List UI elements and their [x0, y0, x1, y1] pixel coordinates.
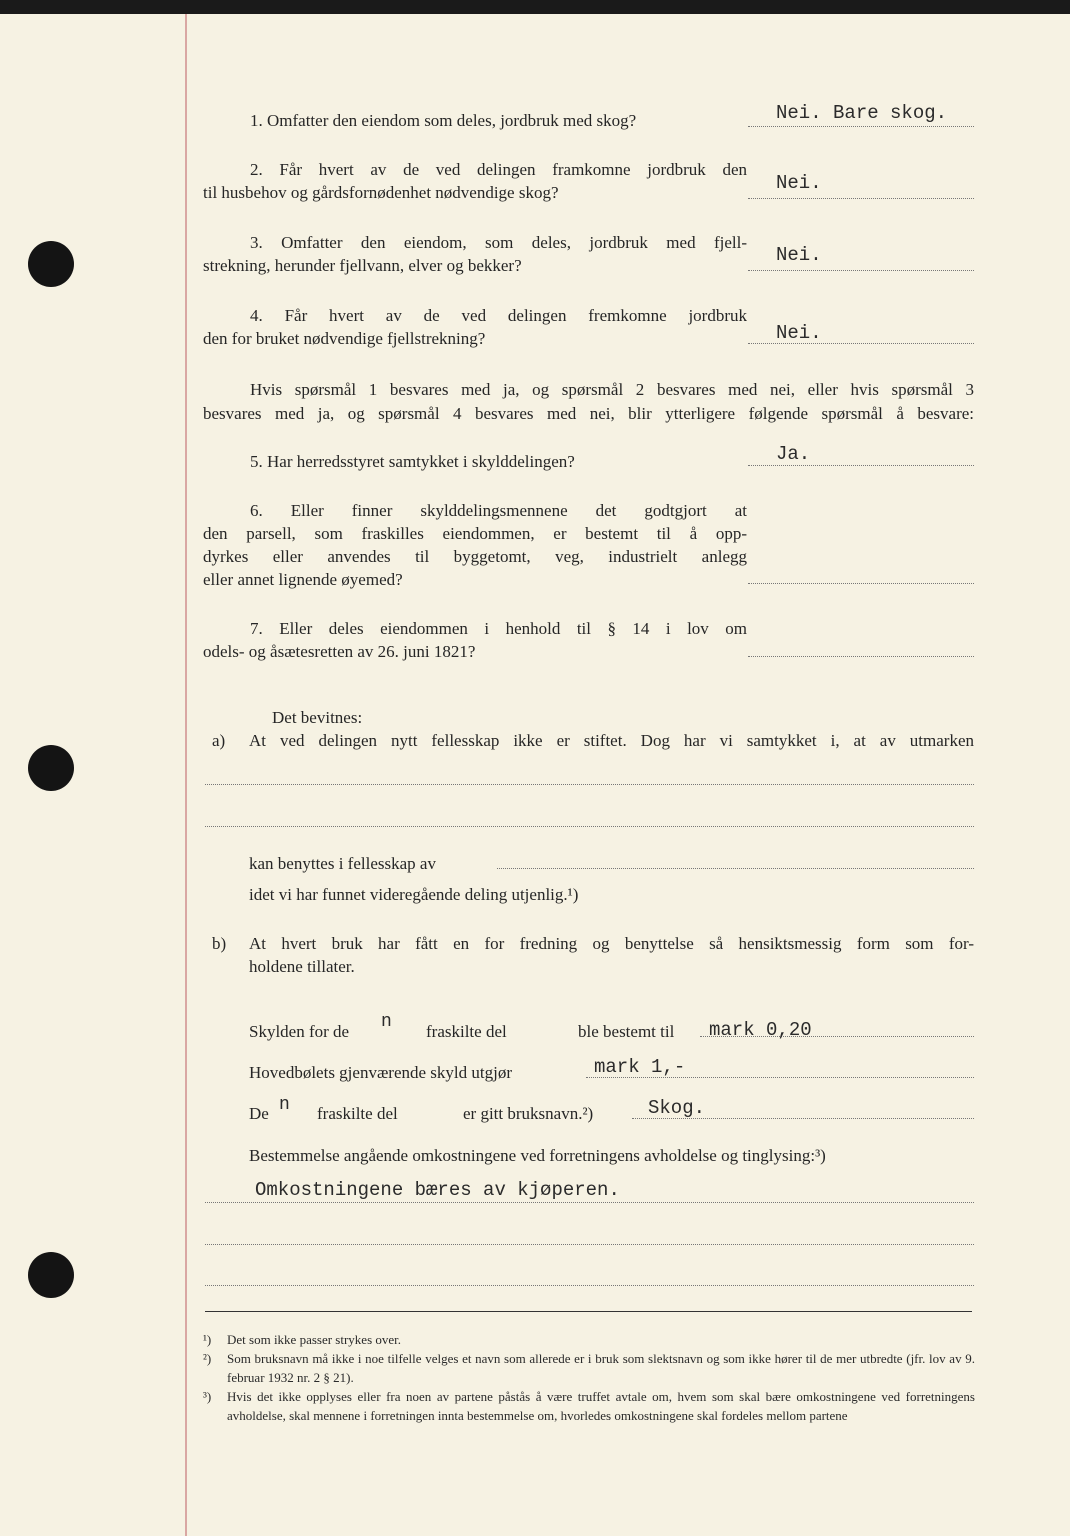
footnote-3	[203, 1387, 975, 1444]
blank-line	[205, 1285, 974, 1286]
hovedbol-value: mark 1,-	[594, 1056, 686, 1078]
bruksnavn-label: er gitt bruksnavn.²)	[463, 1104, 594, 1123]
blank-line	[205, 784, 974, 785]
question-3-line1: 3. Omfatter den eiendom, som deles, jordbruk med fjell-	[250, 233, 747, 252]
skylden-value: mark 0,20	[709, 1019, 812, 1041]
item-a-text: At ved delingen nytt fellesskap ikke er stiftet. Dog har vi samtykket i, at av utmarken	[249, 731, 974, 750]
footnote-1-marker: ¹)	[203, 1332, 212, 1347]
skylden-suffix: ble bestemt til	[578, 1022, 675, 1041]
question-2-line2: til husbehov og gårdsfornødenhet nødvendige skog?	[203, 183, 559, 202]
cost-value: Omkostningene bæres av kjøperen.	[255, 1179, 620, 1201]
question-2-line1-text: 2. Får hvert av de ved delingen framkomne jordbruk den	[250, 160, 747, 179]
item-b-label: b)	[212, 934, 227, 953]
skylden-middle: fraskilte del	[426, 1022, 507, 1041]
question-1-text: 1. Omfatter den eiendom som deles, jordbruk med skog?	[250, 111, 637, 130]
question-6-line3: dyrkes eller anvendes til byggetomt, veg, industrielt anlegg	[203, 547, 747, 566]
question-2-line1	[203, 159, 747, 181]
question-2-answer: Nei.	[776, 172, 822, 194]
footnote-1-text: Det som ikke passer strykes over.	[227, 1332, 402, 1347]
reason-text: idet vi har funnet videregående deling utjenlig.¹)	[249, 885, 579, 904]
bruksnavn-value: Skog.	[648, 1097, 706, 1119]
blank-line	[497, 868, 974, 869]
question-1-answer: Nei. Bare skog.	[776, 102, 948, 124]
answer-line	[748, 270, 974, 271]
question-5-text: 5. Har herredsstyret samtykket i skylddelingen?	[250, 452, 575, 471]
question-6-line4: eller annet lignende øyemed?	[203, 570, 403, 589]
footnote-3-marker: ³)	[203, 1389, 212, 1404]
margin-line	[185, 14, 187, 1536]
question-7-line2: odels- og åsætesretten av 26. juni 1821?	[203, 642, 476, 661]
answer-line	[748, 583, 974, 584]
question-4-line2: den for bruket nødvendige fjellstrekning?	[203, 329, 486, 348]
question-3-answer: Nei.	[776, 244, 822, 266]
punch-hole	[28, 745, 74, 791]
question-6-line2: den parsell, som fraskilles eiendommen, er bestemt til å opp-	[203, 524, 747, 543]
answer-line	[748, 465, 974, 466]
question-4-answer: Nei.	[776, 322, 822, 344]
question-6-line1: 6. Eller finner skylddelingsmennene det godtgjort at	[250, 501, 747, 520]
answer-line	[748, 198, 974, 199]
bruksnavn-middle: fraskilte del	[317, 1104, 398, 1123]
item-b-line1: At hvert bruk har fått en for fredning og benyttelse så hensiktsmessig form som for-	[249, 934, 974, 953]
footnote-2-text: Som bruksnavn må ikke i noe tilfelle velges et navn som allerede er i bruk som slektsnavn og som ikke hører til de mer utbredte (jfr. lov av 9. februar 1932 nr. 2 § 21).	[227, 1351, 975, 1385]
value-line	[205, 1202, 974, 1203]
certification-heading: Det bevitnes:	[272, 708, 363, 727]
hovedbol-label: Hovedbølets gjenværende skyld utgjør	[249, 1063, 512, 1082]
punch-hole	[28, 241, 74, 287]
skylden-suffix-n: n	[381, 1012, 392, 1032]
footnote-2-marker: ²)	[203, 1351, 212, 1366]
cost-label: Bestemmelse angående omkostningene ved forretningens avholdelse og tinglysing:³)	[249, 1146, 826, 1165]
item-a-label: a)	[212, 731, 226, 750]
question-4-line1: 4. Får hvert av de ved delingen fremkomne jordbruk	[250, 306, 747, 325]
answer-line	[748, 126, 974, 127]
answer-line	[748, 656, 974, 657]
bruksnavn-suffix-n: n	[279, 1095, 290, 1115]
footnote-separator	[205, 1311, 972, 1312]
footnote-2	[203, 1349, 975, 1387]
footnote-1	[203, 1330, 975, 1349]
blank-line	[205, 826, 974, 827]
question-3-line2: strekning, herunder fjellvann, elver og bekker?	[203, 256, 522, 275]
footnote-3-text: Hvis det ikke opplyses eller fra noen av partene påstås å være truffet avtale om, hvem som skal bære omkostningene ved forretningens avholdelse, skal mennene i forretningen innta bestemmelse om, hvorledes omkostningene skal fordeles mellom partene	[227, 1389, 975, 1423]
bruksnavn-prefix: De	[249, 1104, 269, 1123]
blank-line	[205, 1244, 974, 1245]
condition-line2: besvares med ja, og spørsmål 4 besvares med nei, blir ytterligere følgende spørsmål å besvare:	[203, 404, 974, 423]
question-7-line1: 7. Eller deles eiendommen i henhold til § 14 i lov om	[250, 619, 747, 638]
scan-top-edge	[0, 0, 1070, 14]
shared-use-label: kan benyttes i fellesskap av	[249, 854, 436, 873]
item-b-line2: holdene tillater.	[249, 957, 355, 976]
question-5-answer: Ja.	[776, 443, 811, 465]
punch-hole	[28, 1252, 74, 1298]
condition-line1: Hvis spørsmål 1 besvares med ja, og spørsmål 2 besvares med nei, eller hvis spørsmål 3	[250, 380, 974, 399]
skylden-label: Skylden for de	[249, 1022, 350, 1041]
